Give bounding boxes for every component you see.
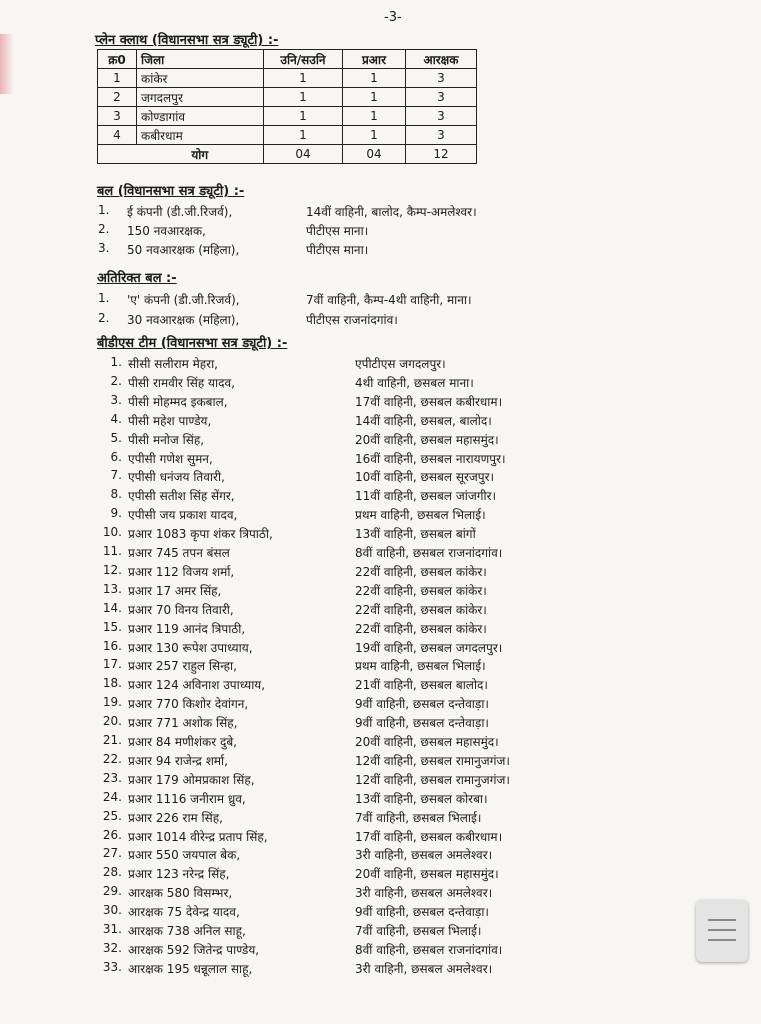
list-item-unit: 9वीं वाहिनी, छसबल दन्तेवाड़ा। — [355, 697, 489, 712]
list-item-unit: 3री वाहिनी, छसबल अमलेश्वर। — [355, 848, 493, 863]
list-item-num: 12. — [102, 562, 122, 577]
list-item-name: प्रआर 123 नरेन्द्र सिंह, — [128, 867, 230, 882]
table-cell: 1 — [98, 69, 137, 88]
list-item-num: 22. — [102, 751, 122, 766]
list-item-name: प्रआर 130 रूपेश उपाध्याय, — [128, 640, 253, 655]
list-item-num: 24. — [102, 789, 122, 804]
list-item-name: प्रआर 257 राहुल सिन्हा, — [128, 659, 237, 674]
table-row — [98, 69, 477, 88]
list-item-num: 3. — [110, 392, 122, 407]
list-item-num: 26. — [102, 827, 122, 842]
list-item-name: आरक्षक 75 देवेन्द्र यादव, — [128, 905, 240, 920]
list-item-num: 15. — [102, 619, 122, 634]
list-item-unit: 9वीं वाहिनी, छसबल दन्तेवाड़ा। — [355, 905, 489, 920]
list-item-num: 13. — [102, 581, 122, 596]
list-item-num: 2. — [110, 373, 122, 388]
list-item-unit: 20वीं वाहिनी, छसबल महासमुंद। — [355, 735, 499, 749]
list-item-num: 1. — [110, 355, 122, 369]
table-cell: 1 — [343, 107, 406, 126]
total-si-asi: 04 — [264, 145, 343, 164]
document-page: -3- प्लेन क्लाथ (विधानसभा सत्र ड्यूटी) :- क्र0 जिला उनि/सउनि प्रआर आरक्षक 1 कांकेर 1 1 3 2 जगदलपुर 1 1 3 3 कोण्डागांव 1 1 3 4 कबीरधाम 1 1 3 योग 04 04 12 बल (विधानसभा सत्र ड्यूटी) :- 1. ई कंपनी (डी.जी.रिजर्व), 14वीं वाहिनी, बालोद, कैम्प-अमलेश्वर। 2. 150 नवआरक्षक, पीटीएस माना। 3. 50 नवआरक्षक (महिला), पीटीएस माना। अतिरिक्त बल :- 1. 'ए' कंपनी (डी.जी.रिजर्व), 7वीं वाहिनी, कैम्प-4थी वाहिनी, माना। 2. 30 नवआरक्षक (महिला), पीटीएस राजनांदगांव। बीडीएस टीम (विधानसभा सत्र ड्यूटी) :- 1. सीसी सलीराम मेहरा, एपीटीएस जगदलपुर। 2. पीसी रामवीर सिंह यादव, 4थी वाहिनी, छसबल माना। 3. पीसी मोहम्मद इकबाल, 17वीं वाहिनी, छसबल कबीरधाम। 4. पीसी महेश पाण्डेय, 14वीं वाहिनी, छसबल, बालोद। 5. पीसी मनोज सिंह, 20वीं वाहिनी, छसबल महासमुंद। 6. एपीसी गणेश सुमन, 16वीं वाहिनी, छसबल नारायणपुर। 7. एपीसी धनंजय तिवारी, 10वीं वाहिनी, छसबल सूरजपुर। 8. एपीसी सतीश सिंह सेंगर, 11वीं वाहिनी, छसबल जांजगीर। 9. एपीसी जय प्रकाश यादव, प्रथम वाहिनी, छसबल भिलाई। 10. प्रआर 1083 कृपा शंकर त्रिपाठी, 13वीं वाहिनी, छसबल बांगों 11. प्रआर 745 तपन बंसल 8वीं वाहिनी, छसबल राजनांदगांव। 12. प्रआर 112 विजय शर्मा, 22वीं वाहिनी, छसबल कांकेर। 13. प्रआर 17 अमर सिंह, 22वीं वाहिनी, छसबल कांकेर। 14. प्रआर 70 विनय तिवारी, 22वीं वाहिनी, छसबल कांकेर। 15. प्रआर 119 आनंद त्रिपाठी, 22वीं वाहिनी, छसबल कांकेर। 16. प्रआर 130 रूपेश उपाध्याय, 19वीं वाहिनी, छसबल जगदलपुर। 17. प्रआर 257 राहुल सिन्हा, प्रथम वाहिनी, छसबल भिलाई। 18. प्रआर 124 अविनाश उपाध्याय, 21वीं वाहिनी, छसबल बालोद। 19. प्रआर 770 किशोर देवांगन, 9वीं वाहिनी, छसबल दन्तेवाड़ा। 20. प्रआर 771 अशोक सिंह, 9वीं वाहिनी, छसबल दन्तेवाड़ा। 21. प्रआर 84 मणीशंकर दुबे, 20वीं वाहिनी, छसबल महासमुंद। 22. प्रआर 94 राजेन्द्र शर्मा, 12वीं वाहिनी, छसबल रामानुजगंज। 23. प्रआर 179 ओमप्रकाश सिंह, 12वीं वाहिनी, छसबल रामानुजगंज। 24. प्रआर 1116 जनीराम ध्रुव, 13वीं वाहिनी, छसबल कोरबा। 25. प्रआर 226 राम सिंह, 7वीं वाहिनी, छसबल भिलाई। 26. प्रआर 1014 वीरेन्द्र प्रताप सिंह, 17वीं वाहिनी, छसबल कबीरधाम। 27. प्रआर 550 जयपाल बेक, 3री वाहिनी, छसबल अमलेश्वर। 28. प्रआर 123 नरेन्द्र सिंह, 20वीं वाहिनी, छसबल महासमुंद। 29. आरक्षक 580 विसम्भर, 3री वाहिनी, छसबल अमलेश्वर। 30. आरक्षक 75 देवेन्द्र यादव, 9वीं वाहिनी, छसबल दन्तेवाड़ा। 31. आरक्षक 738 अनिल साहू, 7वीं वाहिनी, छसबल भिलाई। 32. आरक्षक 592 जितेन्द्र पाण्डेय, 8वीं वाहिनी, छसबल राजनांदगांव। 33. आरक्षक 195 धन्नूलाल साहू, 3री वाहिनी, छसबल अमलेश्वर। — [0, 0, 761, 1024]
list-item-unit: 4थी वाहिनी, छसबल माना। — [355, 375, 474, 390]
list-item-unit: 22वीं वाहिनी, छसबल कांकेर। — [355, 564, 487, 579]
column-header-serial: क्र0 — [98, 50, 137, 69]
list-item-name: पीसी मनोज सिंह, — [128, 432, 205, 447]
table-cell: 3 — [406, 107, 477, 126]
list-item-num: 6. — [110, 449, 122, 464]
hamburger-menu-icon — [708, 919, 736, 921]
list-item-name: पीसी रामवीर सिंह यादव, — [128, 375, 235, 390]
total-constable: 12 — [406, 145, 477, 164]
list-item-num: 17. — [102, 657, 122, 672]
list-item-num: 4. — [110, 411, 122, 426]
table-cell: 1 — [343, 126, 406, 145]
list-item-unit: 3री वाहिनी, छसबल अमलेश्वर। — [355, 961, 493, 976]
list-item-unit: प्रथम वाहिनी, छसबल भिलाई। — [355, 659, 486, 674]
list-item-num: 28. — [102, 865, 122, 880]
table-cell: 4 — [98, 126, 137, 145]
list-item-unit: 17वीं वाहिनी, छसबल कबीरधाम। — [355, 394, 503, 409]
scan-edge-mark — [0, 34, 14, 94]
list-item-num: 14. — [102, 600, 122, 615]
list-item-unit: 14वीं वाहिनी, छसबल, बालोद। — [355, 413, 492, 428]
list-item-name: प्रआर 94 राजेन्द्र शर्मा, — [128, 753, 228, 768]
list-item-num: 8. — [110, 487, 122, 502]
viewer-menu-button[interactable] — [696, 900, 748, 962]
list-item-num: 23. — [102, 770, 122, 785]
table-cell: 1 — [343, 88, 406, 107]
table-cell: 3 — [406, 69, 477, 88]
list-item-name: प्रआर 84 मणीशंकर दुबे, — [128, 735, 237, 749]
list-item-num: 27. — [102, 846, 122, 861]
column-header-si-asi: उनि/सउनि — [264, 50, 343, 69]
column-header-district: जिला — [137, 50, 264, 69]
list-item-num: 18. — [102, 676, 122, 691]
list-item-unit: 21वीं वाहिनी, छसबल बालोद। — [355, 678, 488, 693]
list-item-name: प्रआर 179 ओमप्रकाश सिंह, — [128, 772, 255, 787]
list-item-num: 21. — [102, 733, 122, 747]
list-item-unit: 22वीं वाहिनी, छसबल कांकेर। — [355, 583, 487, 598]
table-cell: कोण्डागांव — [137, 107, 264, 126]
list-item-name: प्रआर 550 जयपाल बेक, — [128, 848, 241, 863]
list-item-name: प्रआर 1116 जनीराम ध्रुव, — [128, 791, 246, 806]
list-item-unit: 17वीं वाहिनी, छसबल कबीरधाम। — [355, 829, 503, 844]
list-item-name: प्रआर 124 अविनाश उपाध्याय, — [128, 678, 266, 693]
table-cell: कबीरधाम — [137, 126, 264, 145]
table-cell: कांकेर — [137, 69, 264, 88]
list-item-unit: 10वीं वाहिनी, छसबल सूरजपुर। — [355, 470, 495, 485]
list-item-name: आरक्षक 738 अनिल साहू, — [128, 924, 246, 938]
list-item-num: 7. — [110, 468, 122, 483]
table-cell: 3 — [406, 88, 477, 107]
list-item-num: 29. — [102, 884, 122, 899]
list-item-unit: 8वीं वाहिनी, छसबल राजनांदगांव। — [355, 546, 503, 560]
page-number: -3- — [384, 10, 402, 25]
list-item-num: 32. — [102, 940, 122, 955]
list-item-name: आरक्षक 580 विसम्भर, — [128, 886, 233, 901]
list-item-unit: 3री वाहिनी, छसबल अमलेश्वर। — [355, 886, 493, 901]
list-item-name: प्रआर 745 तपन बंसल — [128, 546, 230, 560]
list-item-unit: प्रथम वाहिनी, छसबल भिलाई। — [355, 508, 486, 523]
list-item-unit: 13वीं वाहिनी, छसबल बांगों — [355, 527, 476, 542]
list-item-unit: 13वीं वाहिनी, छसबल कोरबा। — [355, 791, 488, 806]
list-item-unit: 20वीं वाहिनी, छसबल महासमुंद। — [355, 432, 499, 447]
list-item-unit: 8वीं वाहिनी, छसबल राजनांदगांव। — [355, 942, 503, 957]
table-row — [98, 126, 477, 145]
table-row — [98, 107, 477, 126]
list-item-name: पीसी मोहम्मद इकबाल, — [128, 394, 228, 409]
list-item-name: पीसी महेश पाण्डेय, — [128, 413, 212, 428]
list-item-unit: 20वीं वाहिनी, छसबल महासमुंद। — [355, 867, 499, 882]
list-item-name: प्रआर 770 किशोर देवांगन, — [128, 697, 249, 712]
table-header-row — [98, 50, 477, 69]
list-item-name: सीसी सलीराम मेहरा, — [128, 357, 218, 371]
table-cell: 1 — [264, 88, 343, 107]
force-heading: बल (विधानसभा सत्र ड्यूटी) :- — [97, 184, 245, 199]
column-header-constable: आरक्षक — [406, 50, 477, 69]
list-item-unit: 22वीं वाहिनी, छसबल कांकेर। — [355, 602, 487, 617]
list-item-name: आरक्षक 195 धन्नूलाल साहू, — [128, 961, 253, 976]
list-item-unit: 12वीं वाहिनी, छसबल रामानुजगंज। — [355, 772, 510, 787]
list-item-num: 33. — [102, 959, 122, 974]
total-label: योग — [137, 145, 264, 164]
list-item-name: प्रआर 1083 कृपा शंकर त्रिपाठी, — [128, 527, 273, 542]
list-item-unit: 22वीं वाहिनी, छसबल कांकेर। — [355, 621, 487, 636]
column-header-head-constable: प्रआर — [343, 50, 406, 69]
total-head-constable: 04 — [343, 145, 406, 164]
list-item-num: 25. — [102, 808, 122, 823]
list-item-name: प्रआर 112 विजय शर्मा, — [128, 564, 235, 579]
list-item-num: 9. — [110, 506, 122, 521]
list-item-name: एपीसी धनंजय तिवारी, — [128, 470, 225, 485]
list-item-unit: 16वीं वाहिनी, छसबल नारायणपुर। — [355, 451, 506, 466]
list-item-num: 5. — [110, 430, 122, 445]
list-item-name: एपीसी गणेश सुमन, — [128, 451, 213, 466]
list-item-num: 31. — [102, 922, 122, 936]
plain-cloth-table — [97, 49, 477, 164]
list-item-name: प्रआर 70 विनय तिवारी, — [128, 602, 234, 617]
list-item-unit: 9वीं वाहिनी, छसबल दन्तेवाड़ा। — [355, 716, 489, 731]
table-cell: 2 — [98, 88, 137, 107]
list-item-unit: 7वीं वाहिनी, छसबल भिलाई। — [355, 810, 482, 825]
list-item-name: एपीसी सतीश सिंह सेंगर, — [128, 489, 235, 504]
list-item-num: 16. — [102, 638, 122, 653]
list-item-unit: 12वीं वाहिनी, छसबल रामानुजगंज। — [355, 753, 510, 768]
list-item-name: आरक्षक 592 जितेन्द्र पाण्डेय, — [128, 942, 260, 957]
list-item-name: प्रआर 119 आनंद त्रिपाठी, — [128, 621, 246, 636]
table-cell: 1 — [264, 107, 343, 126]
table-cell: 1 — [343, 69, 406, 88]
list-item-name: प्रआर 771 अशोक सिंह, — [128, 716, 238, 731]
list-item-unit: 19वीं वाहिनी, छसबल जगदलपुर। — [355, 640, 503, 655]
table-cell: 1 — [264, 126, 343, 145]
bds-team-heading: बीडीएस टीम (विधानसभा सत्र ड्यूटी) :- — [97, 336, 288, 351]
list-item-name: एपीसी जय प्रकाश यादव, — [128, 508, 238, 523]
table-cell: 1 — [264, 69, 343, 88]
list-item-unit: 11वीं वाहिनी, छसबल जांजगीर। — [355, 489, 497, 504]
list-item-name: प्रआर 17 अमर सिंह, — [128, 583, 222, 598]
extra-force-heading: अतिरिक्त बल :- — [97, 271, 177, 286]
list-item-name: प्रआर 226 राम सिंह, — [128, 810, 223, 825]
list-item-num: 20. — [102, 714, 122, 729]
table-cell: 3 — [406, 126, 477, 145]
list-item-num: 19. — [102, 695, 122, 710]
table-row — [98, 88, 477, 107]
table-cell: जगदलपुर — [137, 88, 264, 107]
list-item-name: प्रआर 1014 वीरेन्द्र प्रताप सिंह, — [128, 829, 268, 844]
plain-cloth-heading: प्लेन क्लाथ (विधानसभा सत्र ड्यूटी) :- — [95, 33, 279, 48]
list-item-unit: एपीटीएस जगदलपुर। — [355, 357, 446, 371]
list-item-num: 10. — [102, 525, 122, 540]
table-total-row — [98, 145, 477, 164]
table-cell: 3 — [98, 107, 137, 126]
list-item-num: 30. — [102, 903, 122, 918]
list-item-num: 11. — [102, 544, 122, 558]
list-item-unit: 7वीं वाहिनी, छसबल भिलाई। — [355, 924, 482, 938]
